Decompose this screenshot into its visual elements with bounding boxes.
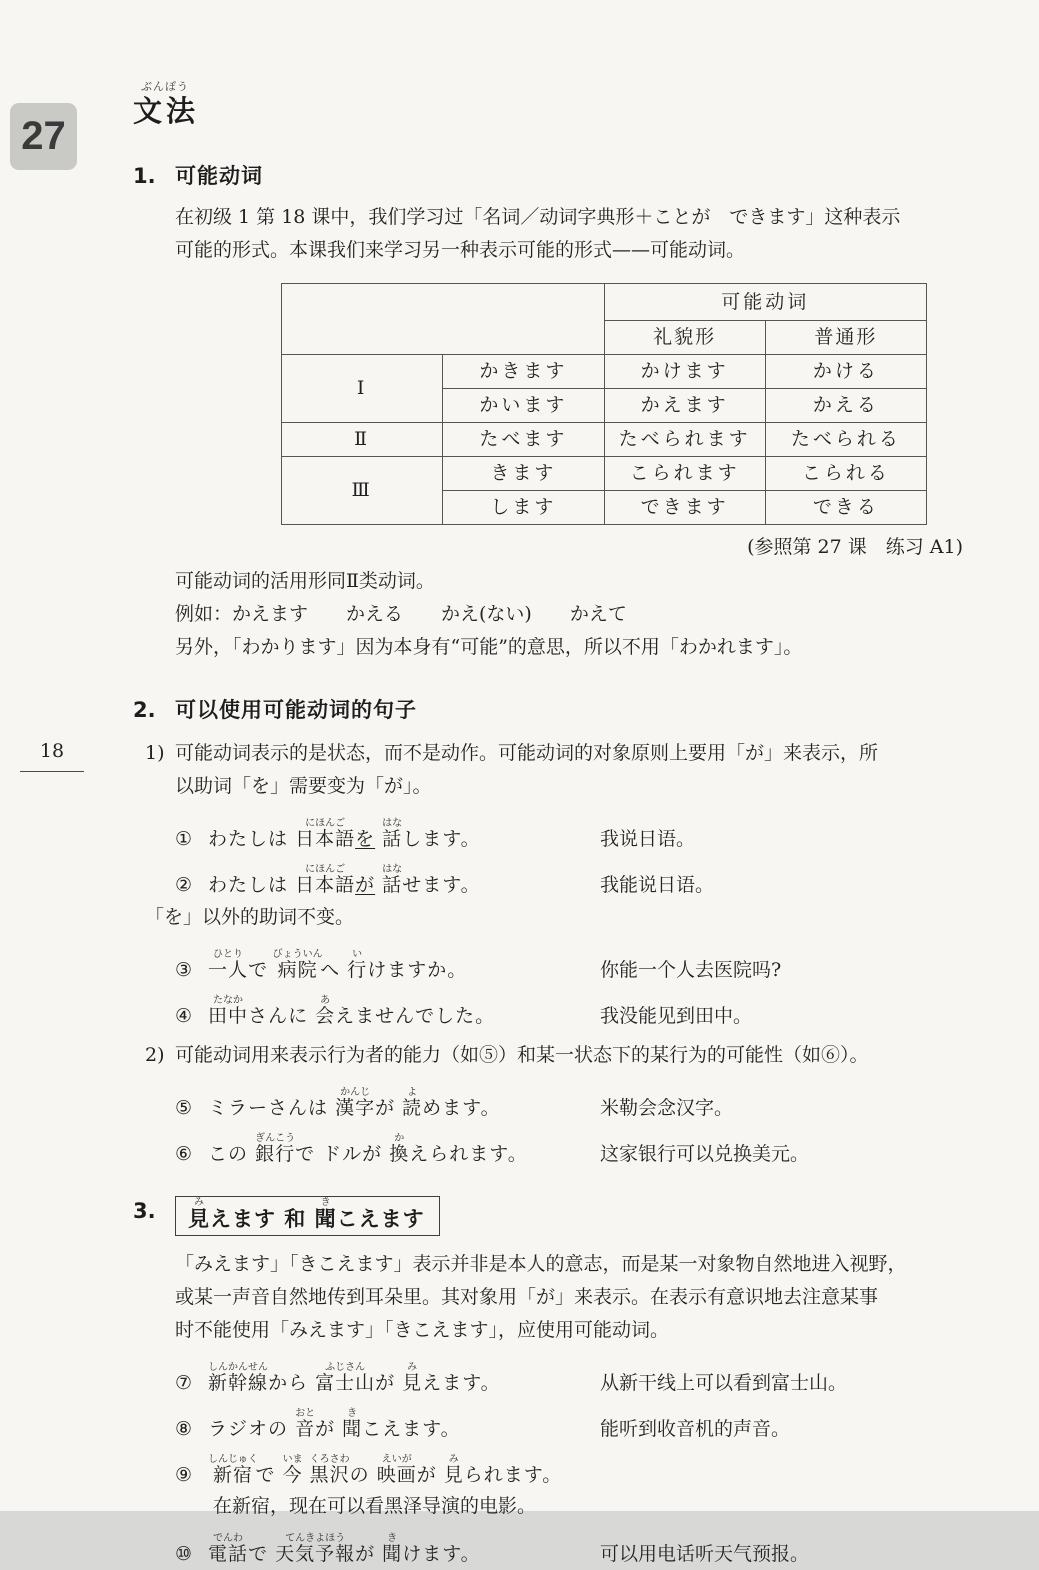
group-label-3: Ⅲ [282,457,443,525]
example-japanese: わたしは 日本語にほんごを 話はなします。 [208,818,481,850]
section-potential-verbs [133,161,965,664]
section2-number: 2. [133,698,156,722]
section2-title: 可以使用可能动词的句子 [175,698,417,722]
example-translation: 能听到收音机的声音。 [600,1418,791,1440]
example-japanese: ミラーさんは 漢字かんじが 読よめます。 [208,1087,501,1119]
table-cell: できる [765,491,926,525]
page-content [133,0,965,1570]
table-cell: かけます [604,355,765,389]
example-sentence [175,1124,965,1169]
example-number: ② [175,874,193,896]
section1-notes: 可能动词的活用形同Ⅱ类动词。 例如：かえます かえる かえ(ない) かえて 另外，「わかります」因为本身有“可能”的意思，所以不用「わかれます」。 [175,570,803,658]
example-translation: 我能说日语。 [600,874,715,896]
example-sentence [175,809,965,854]
example-sentence [175,1524,965,1569]
examples-3-4 [175,940,965,1031]
example-translation: 这家银行可以兑换美元。 [600,1143,810,1165]
section3-body: 「みえます」「きこえます」表示并非是本人的意志，而是某一对象物自然地进入视野， 或某一声音自然地传到耳朵里。其对象用「が」来表示。在表示有意识地去注意某事 时不能使用「みえます」「きこえます」，应使用可能动词。 [175,1253,907,1341]
example-translation: 从新干线上可以看到富士山。 [600,1372,848,1394]
examples-5-6 [175,1078,965,1169]
point-2-marker: 2) [145,1044,165,1066]
examples-1-2 [175,809,965,900]
example-number: ⑩ [175,1543,193,1565]
grammar-heading [133,0,965,128]
point-2-text: 可能动词用来表示行为者的能力（如⑤）和某一状态下的某行为的可能性（如⑥）。 [175,1044,869,1066]
group-label-1: Ⅰ [282,355,443,423]
example-translation: 可以用电话听天气预报。 [600,1543,810,1565]
example-translation: 我没能见到田中。 [600,1005,753,1027]
table-cell: かいます [443,389,604,423]
example-number: ⑧ [175,1418,193,1440]
table-cell: かえる [765,389,926,423]
example-japanese: 電話でんわで 天気予報てんきよほうが 聞きけます。 [208,1533,481,1565]
example-translation-below: 在新宿，现在可以看黑泽导演的电影。 [213,1495,537,1517]
example-sentence [175,986,965,1031]
example-number: ⑦ [175,1372,193,1394]
table-cell: かける [765,355,926,389]
section-potential-sentences [133,695,965,1169]
section1-intro: 在初级 1 第 18 课中，我们学习过「名词／动词字典形＋ことが できます」这种表示 可能的形式。本课我们来学习另一种表示可能的形式——可能动词。 [175,206,901,261]
conjugation-table [281,283,927,525]
example-sentence [175,1353,965,1398]
table-header-polite: 礼貌形 [604,321,765,355]
example-sentence [175,1445,965,1523]
example-translation: 米勒会念汉字。 [600,1097,734,1119]
point-1 [145,737,965,803]
table-cell: します [443,491,604,525]
table-cell: こられる [765,457,926,491]
table-cell: きます [443,457,604,491]
grammar-heading-title: 文法 [133,94,200,128]
table-cell: たべられる [765,423,926,457]
table-header-potential: 可能动词 [604,284,927,321]
section3-boxed-title: 見みえます 和 聞きこえます [175,1196,440,1236]
note-wo: 「を」以外的助词不变。 [145,906,355,928]
section1-heading [133,161,965,191]
example-sentence [175,1078,965,1123]
table-header-plain: 普通形 [765,321,926,355]
section3-heading [133,1196,965,1236]
point-2 [145,1039,965,1072]
table-blank-cell [282,284,605,355]
section-mieru-kikoeru [133,1196,965,1569]
examples-7-10 [175,1353,965,1569]
point-1-marker: 1) [145,742,165,764]
example-japanese: 一人ひとりで 病院びょういんへ 行いけますか。 [208,949,468,981]
grammar-heading-furigana: ぶんぽう [141,80,189,93]
example-sentence [175,1399,965,1444]
conjugation-table-wrap [281,283,965,525]
table-cell: かきます [443,355,604,389]
example-number: ⑨ [175,1464,193,1486]
example-japanese: 田中たなかさんに 会あえませんでした。 [208,995,496,1027]
example-number: ⑤ [175,1097,193,1119]
table-cell: できます [604,491,765,525]
point-1-text: 可能动词表示的是状态，而不是动作。可能动词的对象原则上要用「が」来表示，所 以助词「を」需要变为「が」。 [175,742,879,797]
group-label-2: Ⅱ [282,423,443,457]
example-translation: 我说日语。 [600,828,696,850]
example-japanese: この 銀行ぎんこうで ドルが 換かえられます。 [208,1133,528,1165]
section1-number: 1. [133,164,156,188]
example-japanese: 新宿しんじゅくで 今いま 黒沢くろさわの 映画えいがが 見みられます。 [208,1454,563,1486]
example-japanese: わたしは 日本語にほんごが 話はなせます。 [208,864,481,896]
reference-note: (参照第 27 课 练习 A1) [747,536,963,558]
example-number: ④ [175,1005,193,1027]
table-cell: かえます [604,389,765,423]
lesson-number-badge: 27 [10,103,77,170]
example-number: ③ [175,959,193,981]
example-japanese: ラジオの 音おとが 聞きこえます。 [208,1408,461,1440]
table-cell: たべます [443,423,604,457]
example-number: ① [175,828,193,850]
example-sentence [175,940,965,985]
example-number: ⑥ [175,1143,193,1165]
section2-heading [133,695,965,725]
table-cell: こられます [604,457,765,491]
example-japanese: 新幹線しんかんせんから 富士山ふじさんが 見みえます。 [208,1362,501,1394]
section1-title: 可能动词 [175,164,263,188]
section3-number: 3. [133,1199,156,1223]
example-translation: 你能一个人去医院吗? [600,959,782,981]
page-number: 18 [20,735,84,772]
table-cell: たべられます [604,423,765,457]
example-sentence [175,855,965,900]
